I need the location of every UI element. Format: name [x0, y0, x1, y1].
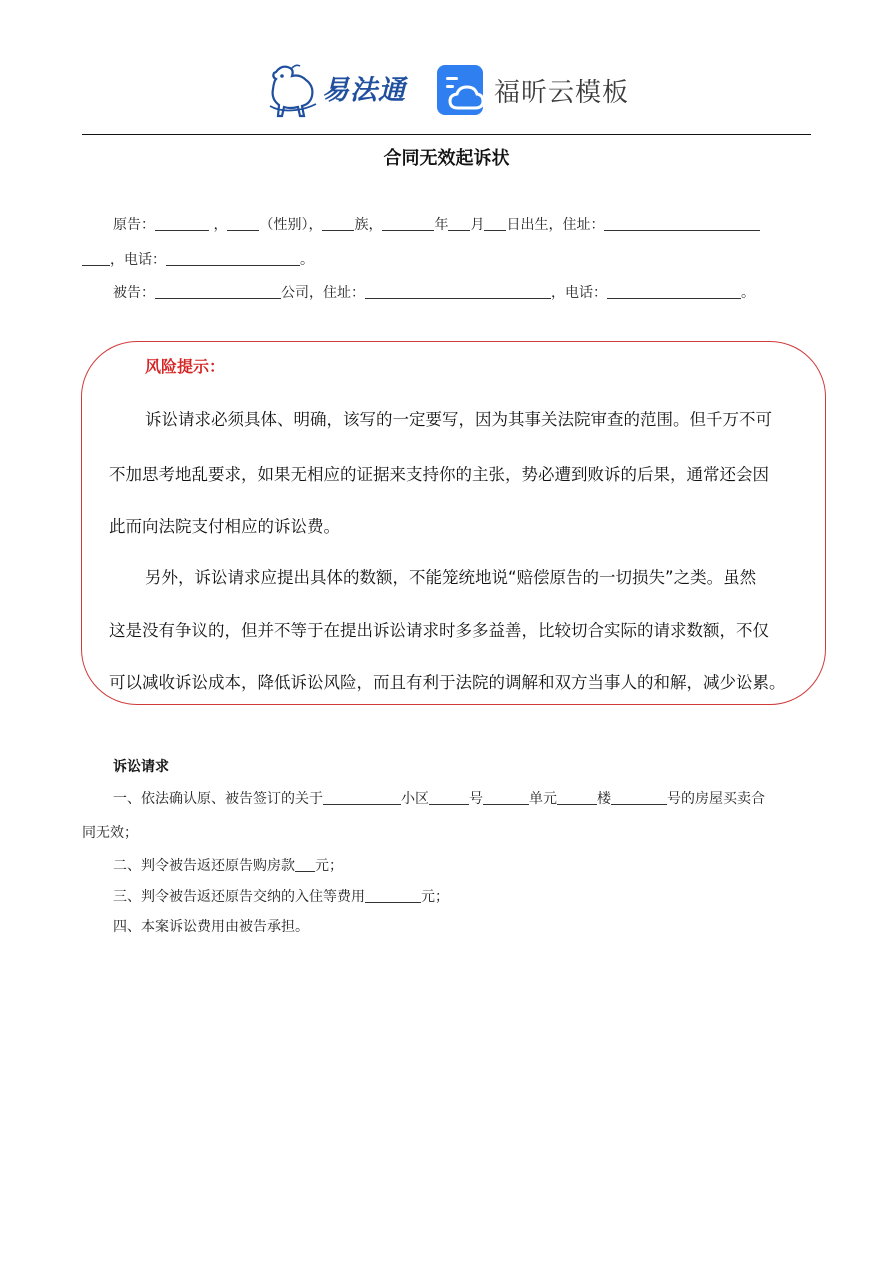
building-blank[interactable] [557, 790, 597, 805]
plaintiff-line-2 [82, 249, 314, 269]
yifatong-logo [262, 62, 414, 118]
unit-blank[interactable] [483, 790, 529, 805]
number-label: 号 [469, 791, 483, 807]
document-title: 合同无效起诉状 [383, 148, 510, 169]
defendant-company-blank[interactable] [155, 284, 281, 299]
building-label: 楼 [597, 791, 611, 807]
unit-label: 单元 [529, 791, 557, 807]
plaintiff-address-blank-cont[interactable] [82, 251, 110, 266]
fees-blank[interactable] [365, 888, 421, 903]
number-blank[interactable] [429, 790, 469, 805]
cloud-document-icon [436, 64, 486, 116]
defendant-end-mark: 。 [741, 285, 755, 301]
risk-line: 这是没有争议的，但并不等于在提出诉讼请求时多多益善，比较切合实际的请求数额，不仅 [109, 621, 769, 640]
plaintiff-address-blank[interactable] [604, 216, 760, 231]
gender-label: （性别）， [259, 217, 323, 233]
company-address-label: 公司，住址： [281, 285, 365, 301]
claim-item-2 [113, 855, 343, 875]
risk-line: 诉讼请求必须具体、明确，该写的一定要写，因为其事关法院审查的范围。但千万不可 [145, 410, 772, 429]
risk-line: 另外，诉讼请求应提出具体的数额，不能笼统地说“赔偿原告的一切损失”之类。虽然 [145, 568, 757, 587]
claim-2-prefix: 二、判令被告返还原告购房款 [113, 858, 295, 874]
risk-line: 可以减收诉讼成本，降低诉讼风险，而且有利于法院的调解和双方当事人的和解，减少讼累。 [109, 673, 786, 692]
month-label: 月 [470, 217, 485, 233]
defendant-phone-blank[interactable] [607, 284, 741, 299]
ethnicity-label: 族， [354, 217, 383, 233]
defendant-phone-label: ，电话： [551, 285, 607, 301]
plaintiff-name-blank[interactable] [155, 216, 209, 231]
header-divider [82, 134, 811, 135]
claim-item-1-cont: 同无效； [82, 825, 138, 841]
claim-item-1 [113, 788, 765, 808]
risk-line: 不加思考地乱要求，如果无相应的证据来支持你的主张，势必遭到败诉的后果，通常还会因 [109, 465, 769, 484]
plaintiff-phone-label: ，电话： [110, 252, 166, 268]
birth-year-blank[interactable] [382, 216, 434, 231]
claim-1-suffix: 号的房屋买卖合 [667, 791, 765, 807]
fuxin-logo-text: 福昕云模板 [494, 78, 630, 108]
defendant-line [113, 282, 755, 302]
risk-warning-title: 风险提示： [145, 357, 226, 376]
yifatong-logo-text: 易法通 [322, 75, 406, 106]
claim-3-suffix: 元； [421, 889, 449, 905]
plaintiff-ethnicity-blank[interactable] [322, 216, 354, 231]
community-blank[interactable] [323, 790, 401, 805]
plaintiff-label: 原告： [113, 217, 155, 233]
claim-2-suffix: 元； [315, 858, 343, 874]
claim-item-3 [113, 886, 449, 906]
room-blank[interactable] [611, 790, 667, 805]
claim-1-prefix: 一、依法确认原、被告签订的关于 [113, 791, 323, 807]
birth-day-blank[interactable] [484, 216, 506, 231]
plaintiff-phone-blank[interactable] [166, 251, 300, 266]
plaintiff-end-mark: 。 [300, 252, 314, 268]
fuxin-logo [436, 64, 636, 118]
risk-line: 此而向法院支付相应的诉讼费。 [109, 517, 340, 536]
birth-month-blank[interactable] [448, 216, 470, 231]
defendant-address-blank[interactable] [365, 284, 551, 299]
year-label: 年 [434, 217, 449, 233]
header [0, 60, 893, 122]
birth-address-label: 日出生，住址： [506, 217, 605, 233]
claim-3-prefix: 三、判令被告返还原告交纳的入住等费用 [113, 889, 365, 905]
claims-heading: 诉讼请求 [113, 759, 169, 775]
purchase-price-blank[interactable] [295, 857, 315, 872]
plaintiff-gender-blank[interactable] [227, 216, 259, 231]
community-label: 小区 [401, 791, 429, 807]
defendant-label: 被告： [113, 285, 155, 301]
plaintiff-line: 原告： ， （性别）， 族， 年 月 日出生，住址： [113, 214, 760, 234]
qilin-icon [262, 62, 322, 118]
claim-item-4: 四、本案诉讼费用由被告承担。 [113, 919, 309, 935]
